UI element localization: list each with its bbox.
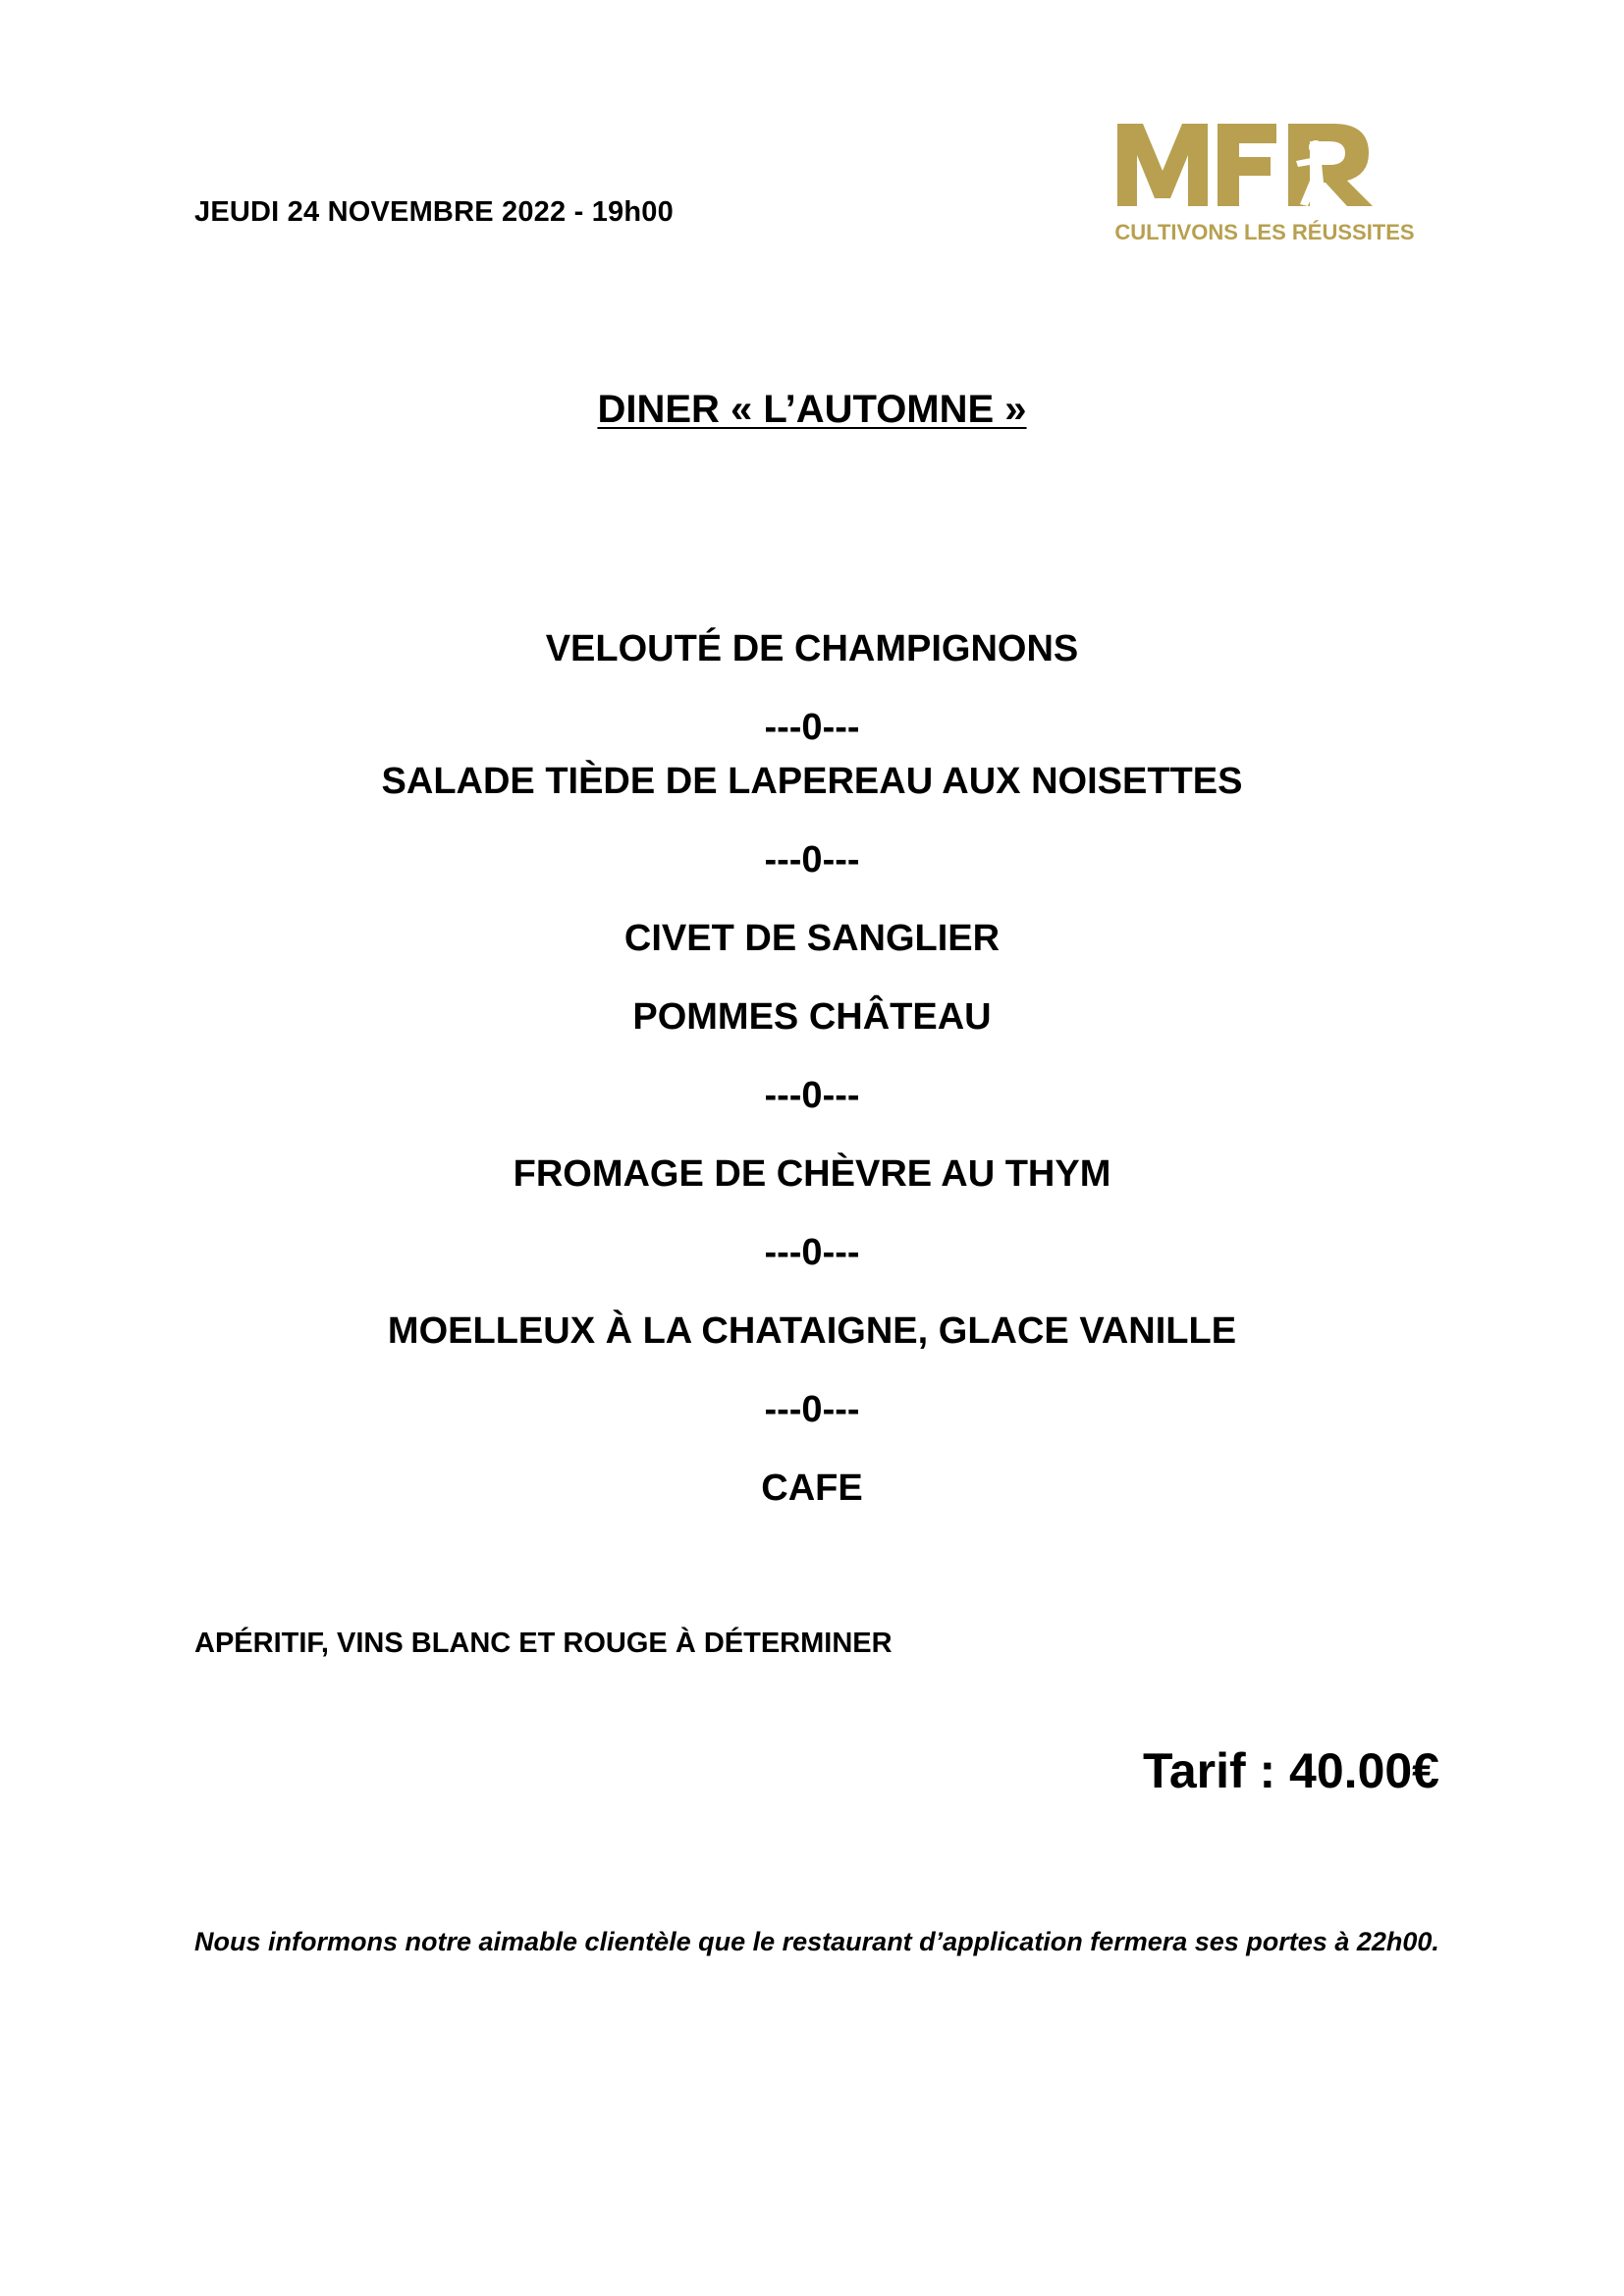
price-tarif: Tarif : 40.00€ <box>1142 1743 1439 1798</box>
logo-tagline: CULTIVONS LES RÉUSSITES <box>1114 220 1415 244</box>
menu-separator: ---0--- <box>764 1075 860 1116</box>
menu-separator: ---0--- <box>764 1232 860 1273</box>
mfr-logo-graphic <box>1088 114 1441 251</box>
menu-item-starter: VELOUTÉ DE CHAMPIGNONS <box>545 628 1079 669</box>
menu-item-main: CIVET DE SANGLIER <box>623 918 1001 959</box>
drinks-note: APÉRITIF, VINS BLANC ET ROUGE À DÉTERMINER <box>194 1628 893 1659</box>
menu-separator: ---0--- <box>764 1389 860 1430</box>
menu-item-coffee: CAFE <box>761 1468 863 1509</box>
menu-title: DINER « L’AUTOMNE » <box>597 388 1027 431</box>
menu-separator: ---0--- <box>764 707 860 748</box>
menu-item-dessert: MOELLEUX À LA CHATAIGNE, GLACE VANILLE <box>387 1310 1237 1352</box>
event-date-time: JEUDI 24 NOVEMBRE 2022 - 19h00 <box>194 196 674 228</box>
menu-item-entree: SALADE TIÈDE DE LAPEREAU AUX NOISETTES <box>381 761 1243 802</box>
menu-item-cheese: FROMAGE DE CHÈVRE AU THYM <box>513 1153 1111 1195</box>
menu-separator: ---0--- <box>764 839 860 881</box>
closing-notice: Nous informons notre aimable clientèle que le restaurant d’application fermera ses portes à 22h00. <box>194 1927 1439 1956</box>
menu-item-side: POMMES CHÂTEAU <box>632 996 992 1038</box>
mfr-logo <box>1088 114 1441 251</box>
